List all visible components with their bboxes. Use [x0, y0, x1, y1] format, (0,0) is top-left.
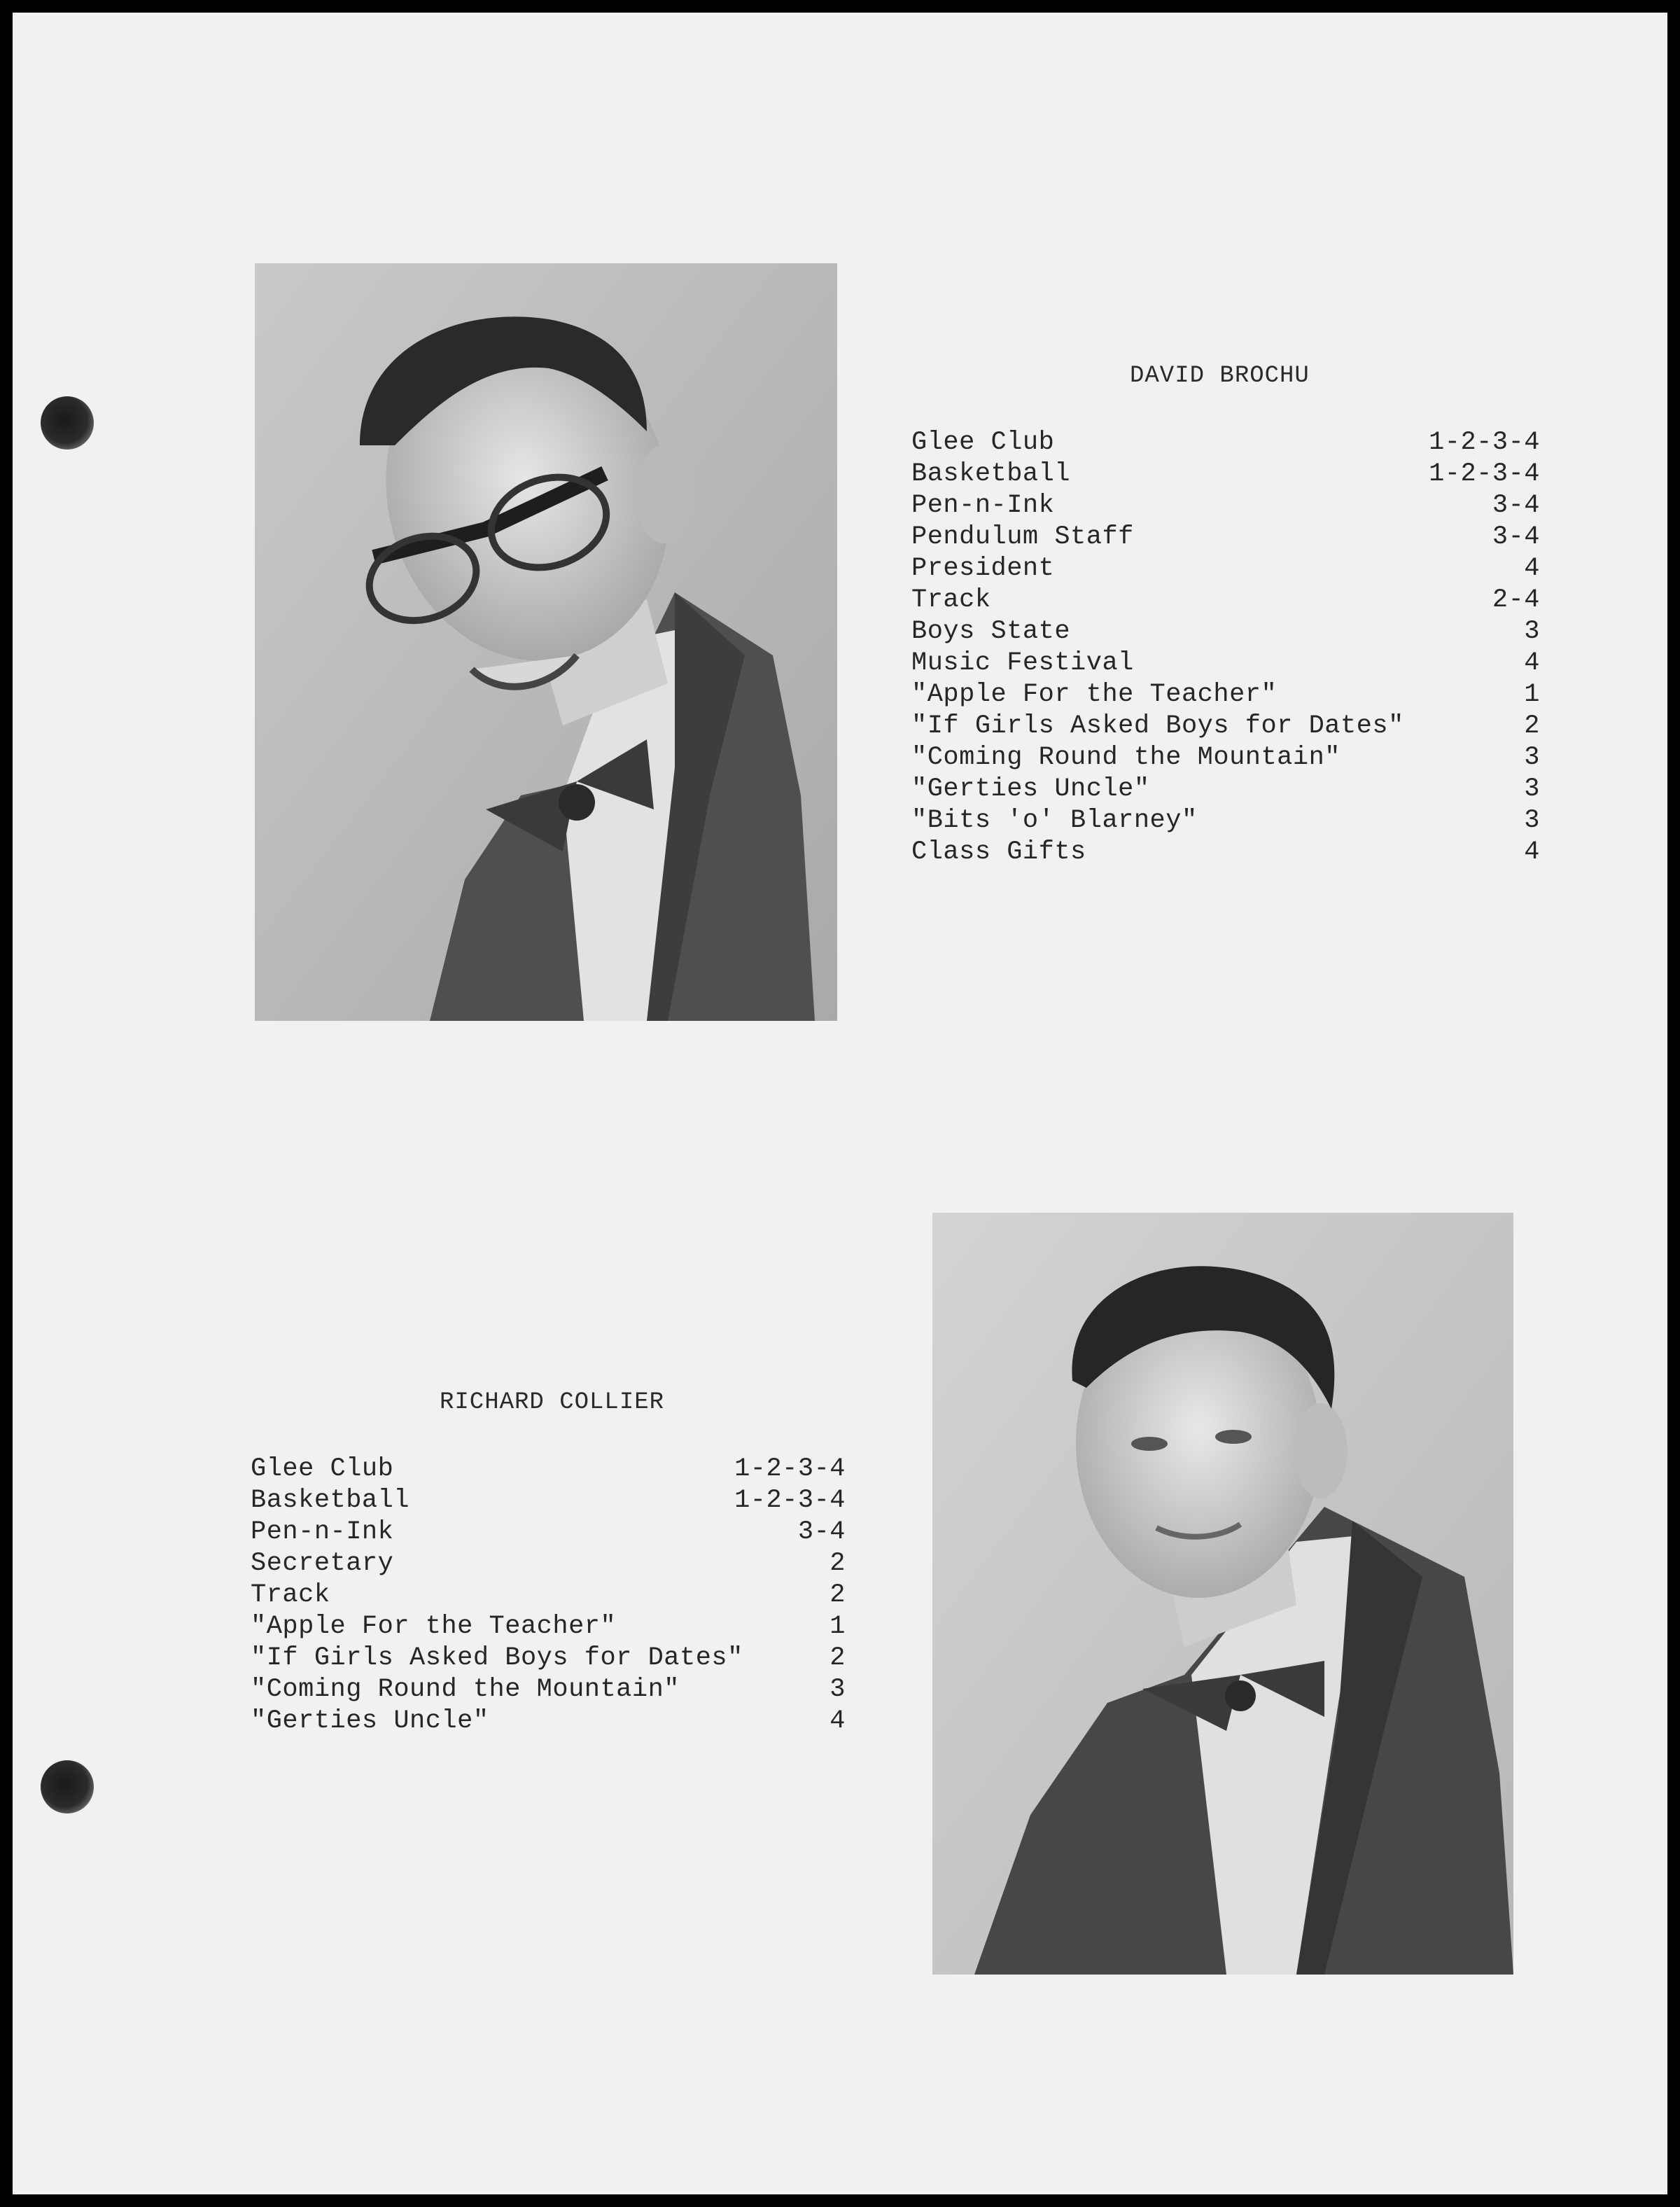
- activity-name: "If Girls Asked Boys for Dates": [251, 1643, 743, 1673]
- activity-years: 1-2-3-4: [734, 1454, 846, 1484]
- activity-name: Boys State: [911, 617, 1071, 646]
- activity-years: 2: [830, 1643, 846, 1673]
- activity-name: Track: [251, 1580, 330, 1610]
- activity-row: [251, 1517, 846, 1548]
- punch-hole-bottom: [41, 1760, 94, 1813]
- activity-row: [911, 679, 1540, 711]
- activity-name: President: [911, 554, 1055, 583]
- activity-years: 3: [1524, 774, 1540, 804]
- activity-years: 1-2-3-4: [1429, 459, 1540, 489]
- activity-years: 3-4: [1492, 522, 1540, 552]
- portrait-image: [255, 263, 837, 1021]
- activity-name: Secretary: [251, 1549, 394, 1578]
- yearbook-page: [13, 13, 1667, 2194]
- activity-years: 3-4: [797, 1517, 846, 1547]
- activity-years: 1-2-3-4: [1429, 428, 1540, 457]
- activity-years: 2: [830, 1580, 846, 1610]
- activity-years: 2: [1524, 711, 1540, 741]
- activity-row: [251, 1706, 846, 1737]
- activity-name: Music Festival: [911, 648, 1134, 678]
- activity-name: "Coming Round the Mountain": [911, 743, 1340, 772]
- activity-years: 4: [1524, 648, 1540, 678]
- activity-row: [911, 837, 1540, 868]
- activity-row: [911, 585, 1540, 616]
- activity-list-david-brochu: [911, 427, 1540, 868]
- activity-row: [911, 711, 1540, 742]
- activity-years: 2-4: [1492, 585, 1540, 615]
- punch-hole-top: [41, 396, 94, 450]
- activity-years: 3: [1524, 806, 1540, 835]
- activity-years: 3: [830, 1675, 846, 1704]
- activity-row: [251, 1485, 846, 1517]
- portrait-photo-david-brochu: [255, 263, 837, 1021]
- activity-row: [911, 805, 1540, 837]
- activity-name: Track: [911, 585, 991, 615]
- activity-name: "Bits 'o' Blarney": [911, 806, 1198, 835]
- activity-row: [911, 490, 1540, 522]
- activity-years: 1: [830, 1612, 846, 1641]
- student-name-richard-collier: RICHARD COLLIER: [440, 1389, 665, 1416]
- activity-row: [911, 616, 1540, 648]
- activity-row: [911, 427, 1540, 459]
- activity-row: [911, 459, 1540, 490]
- activity-name: "Gerties Uncle": [251, 1706, 489, 1736]
- activity-row: [251, 1643, 846, 1674]
- activity-years: 4: [1524, 837, 1540, 867]
- activity-row: [251, 1548, 846, 1580]
- activity-name: "Apple For the Teacher": [251, 1612, 617, 1641]
- activity-row: [911, 648, 1540, 679]
- activity-name: Class Gifts: [911, 837, 1086, 867]
- activity-years: 4: [1524, 554, 1540, 583]
- activity-row: [251, 1674, 846, 1706]
- activity-row: [251, 1454, 846, 1485]
- activity-name: Pen-n-Ink: [911, 491, 1055, 520]
- activity-years: 2: [830, 1549, 846, 1578]
- activity-name: Pen-n-Ink: [251, 1517, 394, 1547]
- activity-years: 3: [1524, 617, 1540, 646]
- activity-years: 1: [1524, 680, 1540, 709]
- activity-name: Pendulum Staff: [911, 522, 1134, 552]
- activity-years: 1-2-3-4: [734, 1486, 846, 1515]
- portrait-image: [932, 1213, 1513, 1975]
- activity-row: [251, 1611, 846, 1643]
- activity-row: [911, 742, 1540, 774]
- activity-name: Glee Club: [251, 1454, 394, 1484]
- activity-years: 4: [830, 1706, 846, 1736]
- activity-years: 3-4: [1492, 491, 1540, 520]
- student-name-david-brochu: DAVID BROCHU: [1130, 363, 1310, 389]
- activity-name: Basketball: [251, 1486, 410, 1515]
- portrait-photo-richard-collier: [932, 1213, 1513, 1975]
- activity-row: [911, 553, 1540, 585]
- activity-name: "Apple For the Teacher": [911, 680, 1278, 709]
- activity-name: "Coming Round the Mountain": [251, 1675, 680, 1704]
- activity-years: 3: [1524, 743, 1540, 772]
- activity-name: Basketball: [911, 459, 1071, 489]
- activity-row: [251, 1580, 846, 1611]
- activity-row: [911, 774, 1540, 805]
- activity-name: "Gerties Uncle": [911, 774, 1150, 804]
- activity-name: "If Girls Asked Boys for Dates": [911, 711, 1404, 741]
- activity-list-richard-collier: [251, 1454, 846, 1737]
- activity-row: [911, 522, 1540, 553]
- activity-name: Glee Club: [911, 428, 1055, 457]
